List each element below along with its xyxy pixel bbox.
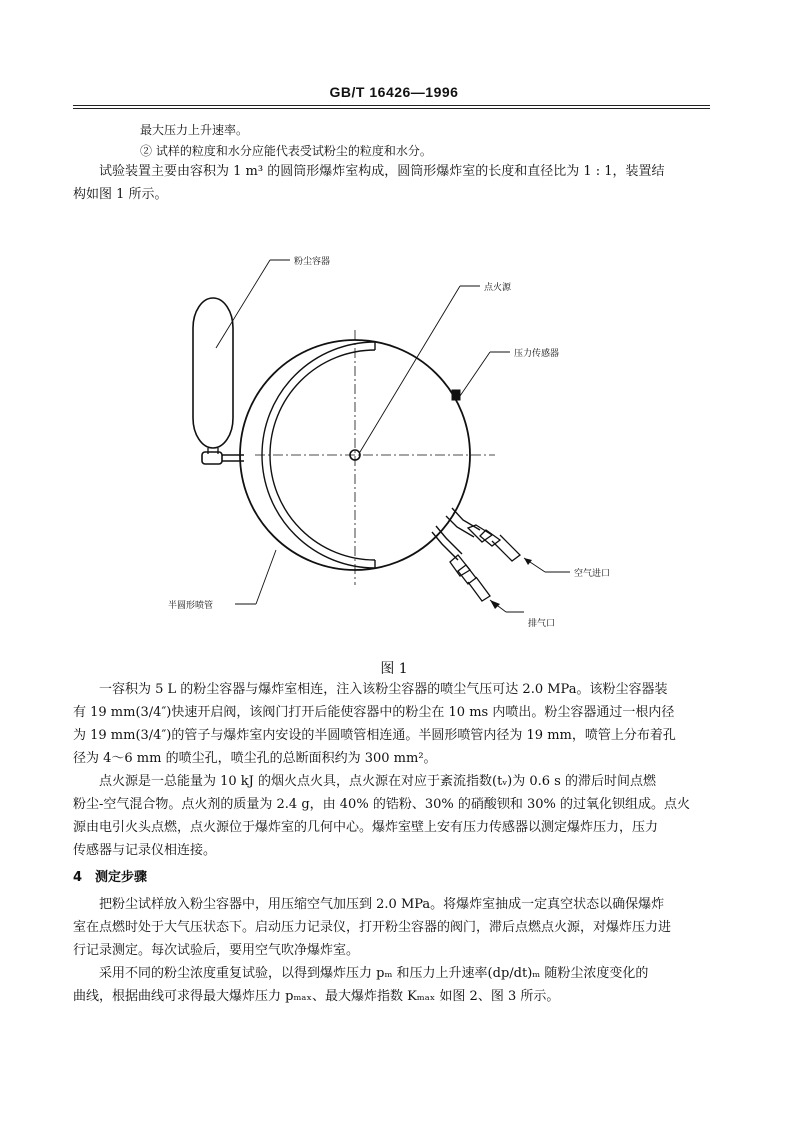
paragraph-row: 点火源是一总能量为 10 kJ 的烟火点火具，点火源在对应于紊流指数(tᵥ)为 0.6 s 的滞后时间点燃 [99, 774, 656, 789]
label-air-inlet: 空气进口 [574, 569, 611, 579]
paragraph-row: 粉尘-空气混合物。点火剂的质量为 2.4 g，由 40% 的锆粉、30% 的硝酸钡和 30% 的过氧化钡组成。点火 [73, 797, 690, 812]
quick-opening-valve [202, 452, 222, 464]
label-ignition-source: 点火源 [484, 283, 512, 293]
paragraph-row: 源由电引火头点燃，点火源位于爆炸室的几何中心。爆炸室壁上安有压力传感器以测定爆炸压力，压力 [73, 820, 659, 835]
intro-line-1: 最大压力上升速率。 [140, 123, 249, 137]
paragraph-row: 传感器与记录仪相连接。 [73, 843, 217, 858]
intro-para-row: 试验装置主要由容积为 1 m³ 的圆筒形爆炸室构成，圆筒形爆炸室的长度和直径比为 1 : 1，装置结 [99, 164, 665, 179]
paragraph-row: 曲线，根据曲线可求得最大爆炸压力 pₘₐₓ、最大爆炸指数 Kₘₐₓ 如图 2、图 3 所示。 [73, 989, 560, 1004]
paragraph-row: 径为 4～6 mm 的喷尘孔，喷尘孔的总断面积约为 300 mm²。 [73, 751, 437, 766]
paragraph-repeat-tests [73, 962, 713, 1008]
intro-line-2: ② 试样的粒度和水分应能代表受试粉尘的粒度和水分。 [140, 144, 432, 158]
paragraph-row: 为 19 mm(3/4″)的管子与爆炸室内安设的半圆喷管相连通。半圆形喷管内径为 19 mm，喷管上分布着孔 [73, 728, 676, 743]
paragraph-row: 把粉尘试样放入粉尘容器中，用压缩空气加压到 2.0 MPa。将爆炸室抽成一定真空状态以确保爆炸 [99, 897, 665, 912]
standard-number-header: GB/T 16426—1996 [329, 84, 459, 100]
paragraph-row: 行记录测定。每次试验后，要用空气吹净爆炸室。 [73, 943, 360, 958]
paragraph-row: 室在点燃时处于大气压状态下。启动压力记录仪，打开粉尘容器的阀门，滞后点燃点火源，对爆炸压力进 [73, 920, 672, 935]
figure-1-apparatus-diagram [0, 240, 788, 660]
paragraph-row: 采用不同的粉尘浓度重复试验，以得到爆炸压力 pₘ 和压力上升速率(dp/dt)ₘ 随粉尘浓度变化的 [99, 966, 649, 981]
section-title-procedure: 4 测定步骤 [73, 870, 148, 885]
header-rule-thin [73, 108, 710, 109]
dust-container [193, 298, 233, 448]
paragraph-row: 一容积为 5 L 的粉尘容器与爆炸室相连，注入该粉尘容器的喷尘气压可达 2.0 MPa。该粉尘容器装 [99, 682, 668, 697]
pressure-sensor [452, 390, 460, 400]
air-inlet-valve [468, 525, 492, 542]
paragraph-row: 有 19 mm(3/4″)快速开启阀，该阀门打开后能使容器中的粉尘在 10 ms 内喷出。粉尘容器通过一根内径 [73, 705, 675, 720]
paragraph-dust-container [73, 678, 713, 770]
intro-para-row: 构如图 1 所示。 [73, 187, 168, 202]
header-rule-thick [73, 105, 710, 106]
paragraph-procedure [73, 893, 713, 962]
paragraph-ignition-source [73, 770, 713, 862]
label-dust-container: 粉尘容器 [294, 257, 331, 267]
label-pressure-sensor: 压力传感器 [514, 349, 560, 359]
figure-caption: 图 1 [380, 661, 408, 677]
label-semicircular-nozzle: 半圆形喷管 [168, 601, 214, 611]
intro-paragraph [73, 160, 713, 206]
label-exhaust-outlet: 排气口 [528, 619, 556, 629]
